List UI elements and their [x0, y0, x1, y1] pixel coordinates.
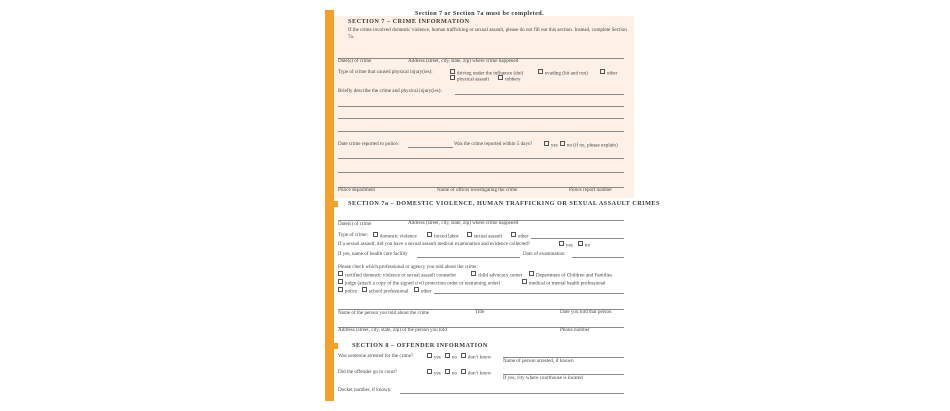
- checkbox-icon: [544, 141, 549, 146]
- section-7a-tab: [334, 201, 338, 207]
- checkbox-icon: [373, 232, 378, 237]
- section-7-title: SECTION 7 – CRIME INFORMATION: [348, 18, 470, 25]
- accent-bar: [325, 10, 334, 401]
- checkbox-robbery[interactable]: robbery: [498, 75, 521, 83]
- checkbox-icon: [511, 232, 516, 237]
- exam-date-field[interactable]: [572, 257, 624, 258]
- facility-label: If yes, name of health care facility: [338, 251, 408, 257]
- court-question: Did the offender go to court?: [338, 369, 398, 375]
- section-7-panel: [334, 16, 634, 198]
- describe-label: Briefly describe the crime and physical injury(ies):: [338, 88, 442, 94]
- explain-line[interactable]: [338, 158, 624, 159]
- checkbox-icon: [362, 287, 367, 292]
- checkbox-agency-other[interactable]: other: [414, 287, 431, 295]
- checkbox-court-dont-know[interactable]: don’t know: [461, 369, 491, 377]
- crime-address-label: Address (street, city, state, zip) where crime happened: [408, 58, 519, 64]
- checkbox-icon: [600, 69, 605, 74]
- checkbox-icon: [338, 287, 343, 292]
- checkbox-icon: [467, 232, 472, 237]
- section-8-title: SECTION 8 – OFFENDER INFORMATION: [352, 342, 488, 349]
- person-title-label: Title: [475, 309, 485, 315]
- checkbox-evading[interactable]: evading (hit and run): [538, 69, 588, 77]
- date-reported-field[interactable]: [408, 147, 453, 148]
- checkbox-icon: [450, 69, 455, 74]
- checkbox-icon: [529, 271, 534, 276]
- phone-label: Phone number: [560, 327, 590, 333]
- officer-name-label: Name of officer investigating the crime: [437, 187, 518, 193]
- checkbox-school[interactable]: school professional: [362, 287, 408, 295]
- checkbox-icon: [522, 279, 527, 284]
- checkbox-exam-yes[interactable]: yes: [559, 241, 573, 249]
- checkbox-reported-no[interactable]: no (if no, please explain): [560, 141, 618, 149]
- checkbox-icon: [560, 141, 565, 146]
- checkbox-court-yes[interactable]: yes: [427, 369, 441, 377]
- exam-question: If a sexual assault, did you have a sexual assault medical examination and evidence collected?: [338, 241, 530, 247]
- section-7-instruction: If the crime involved domestic violence, human trafficking or sexual assault, please do not fill out this section. Instead, complete Section 7a.: [348, 27, 627, 40]
- checkbox-icon: [559, 241, 564, 246]
- date-told-label: Date you told that person: [560, 309, 612, 315]
- checkbox-reported-yes[interactable]: yes: [544, 141, 558, 149]
- within-5-days-label: Was the crime reported within 5 days?: [454, 141, 533, 147]
- describe-line[interactable]: [338, 106, 624, 107]
- section-8-tab: [334, 343, 338, 349]
- arrested-name-label: Name of person arrested, if known: [503, 358, 574, 364]
- person-name-label: Name of the person you told about the crime: [338, 310, 430, 316]
- 7a-crime-type-label: Type of crime:: [338, 232, 368, 238]
- checkbox-sexual-assault[interactable]: sexual assault: [467, 232, 502, 240]
- 7a-other-field[interactable]: [531, 238, 624, 239]
- describe-line[interactable]: [338, 131, 624, 132]
- police-report-number-label: Police report number: [569, 187, 613, 193]
- checkbox-icon: [498, 75, 503, 80]
- checkbox-icon: [338, 271, 343, 276]
- docket-field[interactable]: [400, 393, 624, 394]
- checkbox-icon: [427, 369, 432, 374]
- checkbox-icon: [427, 353, 432, 358]
- 7a-crime-date-label: Date(s) of crime: [338, 221, 372, 227]
- explain-line[interactable]: [338, 172, 624, 173]
- checkbox-arrested-dont-know[interactable]: don’t know: [461, 353, 491, 361]
- checkbox-judge[interactable]: judge (attach a copy of the signed civil protection order or restraining order): [338, 279, 500, 287]
- checkbox-dcf[interactable]: Department of Children and Families: [529, 271, 612, 279]
- checkbox-police[interactable]: police: [338, 287, 357, 295]
- checkbox-dui[interactable]: driving under the influence (dui): [450, 69, 523, 77]
- section-7a-title: SECTION 7a – DOMESTIC VIOLENCE, HUMAN TRAFFICKING OR SEXUAL ASSAULT CRIMES: [348, 200, 660, 207]
- describe-line[interactable]: [338, 118, 624, 119]
- checkbox-icon: [414, 287, 419, 292]
- checkbox-arrested-yes[interactable]: yes: [427, 353, 441, 361]
- checkbox-domestic-violence[interactable]: domestic violence: [373, 232, 417, 240]
- checkbox-physical-assault[interactable]: physical assault: [450, 75, 489, 83]
- exam-date-label: Date of examination: [523, 251, 565, 257]
- police-department-label: Police department: [338, 187, 375, 193]
- 7a-crime-address-label: Address (street, city, state, zip) where crime happened: [408, 220, 519, 226]
- checkbox-arrested-no[interactable]: no: [445, 353, 457, 361]
- facility-field[interactable]: [417, 257, 520, 258]
- courthouse-label: If yes, city where courthouse is located: [503, 375, 583, 381]
- checkbox-icon: [450, 75, 455, 80]
- describe-field[interactable]: [455, 94, 624, 95]
- check-agency-label: Please check which professional or agency you told about the crime:: [338, 264, 478, 270]
- checkbox-icon: [445, 353, 450, 358]
- checkbox-icon: [427, 232, 432, 237]
- checkbox-icon: [338, 279, 343, 284]
- checkbox-advocacy-center[interactable]: child advocacy center: [471, 271, 522, 279]
- arrested-question: Was someone arrested for the crime?: [338, 353, 414, 359]
- checkbox-medical[interactable]: medical or mental health professional: [522, 279, 606, 287]
- checkbox-counselor[interactable]: certified domestic violence or sexual assault counselor: [338, 271, 456, 279]
- checkbox-forced-labor[interactable]: forced labor: [427, 232, 459, 240]
- checkbox-icon: [445, 369, 450, 374]
- checkbox-icon: [461, 353, 466, 358]
- checkbox-exam-no[interactable]: no: [578, 241, 590, 249]
- checkbox-court-no[interactable]: no: [445, 369, 457, 377]
- date-reported-label: Date crime reported to police:: [338, 141, 400, 147]
- top-note: Section 7 or Section 7a must be completed.: [415, 10, 545, 17]
- person-address-label: Address (street, city, state, zip) of the person you told: [338, 327, 447, 333]
- checkbox-icon: [538, 69, 543, 74]
- checkbox-other[interactable]: other: [600, 69, 617, 77]
- checkbox-7a-other[interactable]: other: [511, 232, 528, 240]
- docket-label: Docket number, if known:: [338, 387, 392, 393]
- crime-type-label: Type of crime that caused physical injury(ies):: [338, 69, 433, 75]
- checkbox-icon: [461, 369, 466, 374]
- checkbox-icon: [578, 241, 583, 246]
- agency-other-field[interactable]: [434, 293, 624, 294]
- checkbox-icon: [471, 271, 476, 276]
- crime-date-label: Date(s) of crime: [338, 58, 372, 64]
